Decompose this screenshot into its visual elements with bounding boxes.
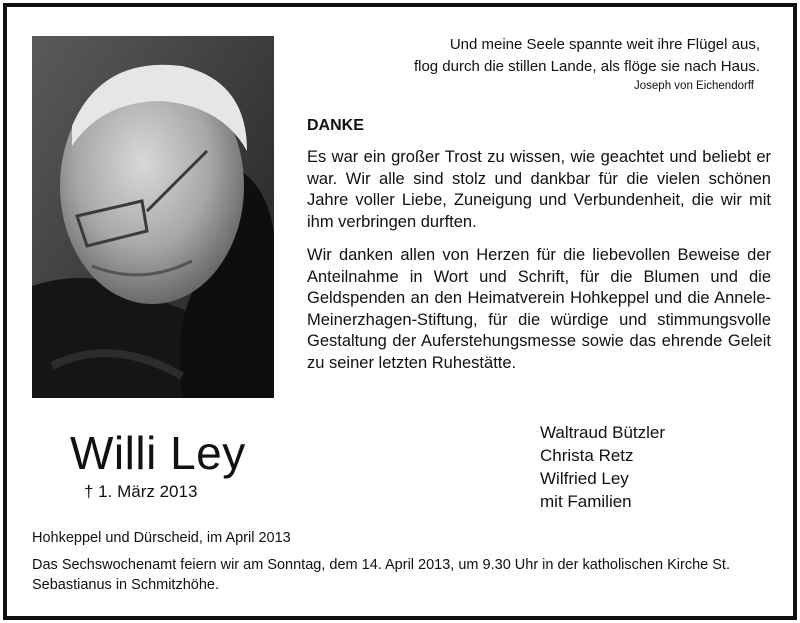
thanks-paragraph-2: Wir danken allen von Herzen für die liebevollen Beweise der Anteilnahme in Wort und Schrift, für die Blumen und die Geldspenden an den Heimatverein Hohkeppel und die Annele-Meinerzhagen-Stiftung, für die würdige und stimmungsvolle Gestaltung der Auferstehungsmesse sowie das ehrende Geleit zu seiner letzten Ruhestätte. bbox=[307, 246, 771, 372]
thanks-heading: DANKE bbox=[307, 117, 364, 134]
deceased-name: Willi Ley bbox=[70, 427, 246, 479]
service-notice: Das Sechswochenamt feiern wir am Sonntag, dem 14. April 2013, um 9.30 Uhr in der katholischen Kirche St. Sebastianus in Schmitzhöhe. bbox=[32, 557, 730, 593]
poem-author: Joseph von Eichendorff bbox=[634, 80, 754, 92]
poem-quote bbox=[340, 34, 760, 94]
place-and-date: Hohkeppel und Dürscheid, im April 2013 bbox=[32, 530, 291, 546]
poem-line-1: Und meine Seele spannte weit ihre Flügel aus, bbox=[449, 36, 760, 53]
poem-line-2: flog durch die stillen Lande, als flöge sie nach Haus. bbox=[413, 58, 760, 75]
portrait-photo bbox=[32, 36, 274, 398]
family-member: Christa Retz bbox=[540, 446, 634, 465]
family-member: Wilfried Ley bbox=[540, 469, 629, 488]
family-member: Waltraud Bützler bbox=[540, 423, 666, 442]
death-date: † 1. März 2013 bbox=[84, 482, 198, 501]
family-signature bbox=[540, 421, 665, 513]
thanks-paragraph-1: Es war ein großer Trost zu wissen, wie geachtet und beliebt er war. Wir alle sind stolz und dankbar für die vielen schönen Jahre voller Liebe, Zuneigung und Verbundenheit, die wir mit ihm verbringen durften. bbox=[307, 148, 771, 231]
family-member: mit Familien bbox=[540, 492, 632, 511]
